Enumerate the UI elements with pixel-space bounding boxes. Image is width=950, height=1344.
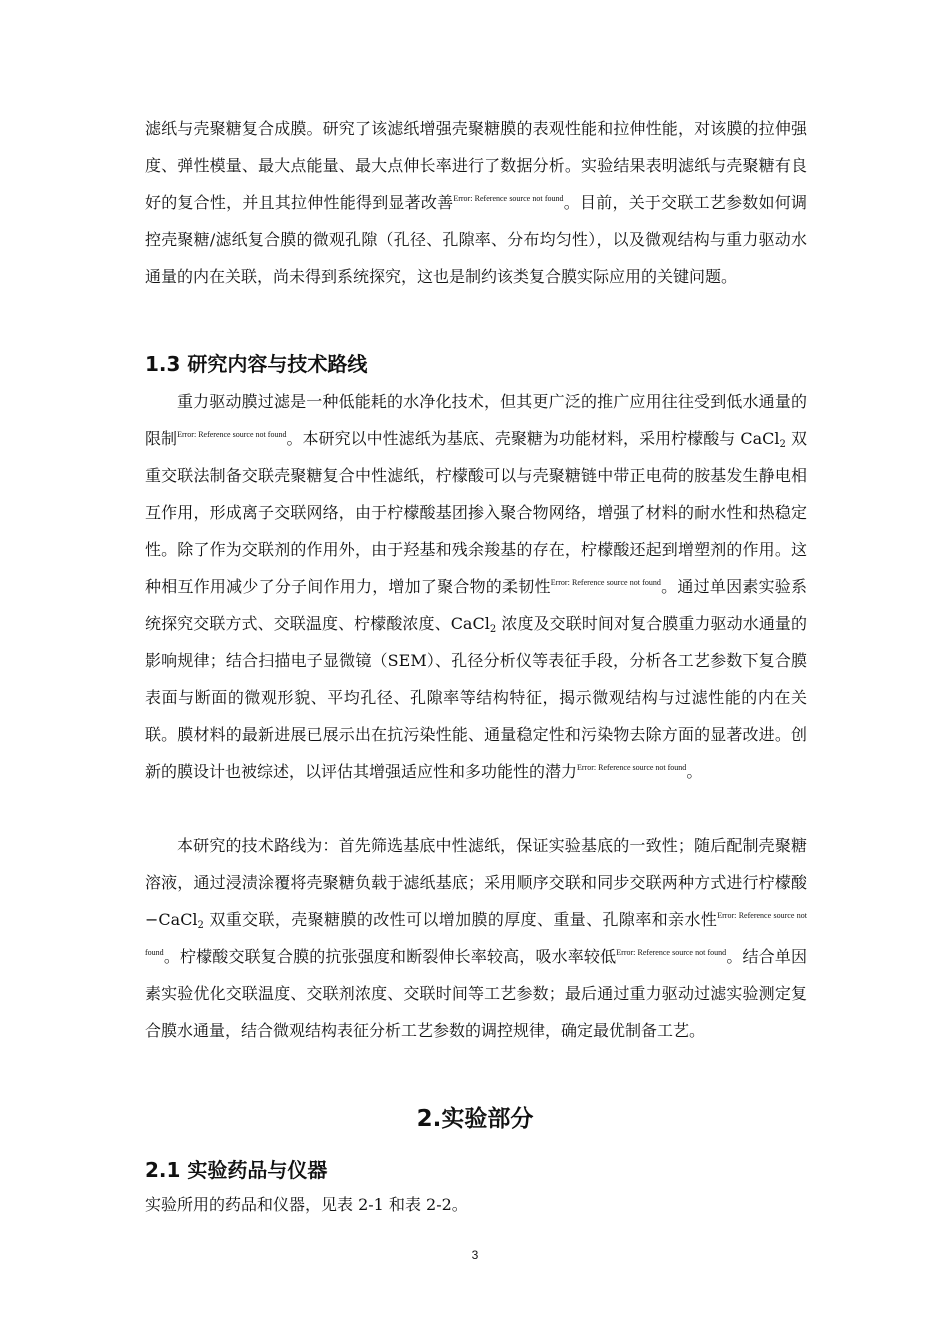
subscript: 2: [779, 439, 786, 450]
text-run: 双重交联，壳聚糖膜的改性可以增加膜的厚度、重量、孔隙率和亲水性: [203, 910, 718, 929]
text-run: 。结合单因素实验优化交联温度、交联剂浓度、交联时间等工艺参数；最后通过重力驱动过滤实验测定复合膜水通量，结合微观结构表征分析工艺参数的调控规律，确定最优制备工艺。: [145, 947, 807, 1040]
text-run: 重力驱动膜过滤是一种低能耗的水净化技术，但其更广泛的推广应用往往受到低水通量的限制: [145, 392, 807, 448]
paragraph-continued: [145, 110, 807, 295]
paragraph-materials-intro: 实验所用的药品和仪器，见表 2-1 和表 2-2。: [145, 1195, 468, 1214]
section-heading-1-3: 1.3 研究内容与技术路线: [145, 352, 368, 376]
paragraph-research-content: [145, 383, 807, 790]
text-run: 滤纸与壳聚糖复合成膜。研究了该滤纸增强壳聚糖膜的表观性能和拉伸性能，对该膜的拉伸强度、弹性模量、最大点能量、最大点伸长率进行了数据分析。实验结果表明滤纸与壳聚糖有良好的复合性，并且其拉伸性能得到显著改善: [145, 119, 807, 212]
reference-error-marker: Error: Reference source not found: [177, 430, 287, 439]
text-run: 双重交联法制备交联壳聚糖复合中性滤纸，柠檬酸可以与壳聚糖链中带正电荷的胺基发生静电相互作用，形成离子交联网络，由于柠檬酸基团掺入聚合物网络，增强了材料的耐水性和热稳定性。除了作为交联剂的作用外，由于羟基和残余羧基的存在，柠檬酸还起到增塑剂的作用。这种相互作用减少了分子间作用力，增加了聚合物的柔韧性: [145, 429, 807, 596]
text-run: 。目前，关于交联工艺参数如何调控壳聚糖/滤纸复合膜的微观孔隙（孔径、孔隙率、分布均匀性），以及微观结构与重力驱动水通量的内在关联，尚未得到系统探究，这也是制约该类复合膜实际应用的关键问题。: [145, 193, 807, 286]
subscript: 2: [489, 624, 497, 635]
text-run: 浓度及交联时间对复合膜重力驱动水通量的影响规律；结合扫描电子显微镜（SEM）、孔径分析仪等表征手段，分析各工艺参数下复合膜表面与断面的微观形貌、平均孔径、孔隙率等结构特征，揭示微观结构与过滤性能的内在关联。膜材料的最新进展已展示出在抗污染性能、通量稳定性和污染物去除方面的显著改进。创新的膜设计也被综述，以评估其增强适应性和多功能性的潜力: [145, 614, 807, 781]
text-run: 。: [686, 762, 703, 781]
text-run: 。通过单因素实验系统探究交联方式、交联温度、柠檬酸浓度、CaCl: [145, 577, 807, 633]
subscript: 2: [197, 920, 204, 931]
reference-error-marker: Error: Reference source not found: [145, 911, 808, 957]
reference-error-marker: Error: Reference source not found: [550, 578, 661, 587]
text-run: 。本研究以中性滤纸为基底、壳聚糖为功能材料，采用柠檬酸与 CaCl: [286, 429, 780, 448]
text-run: 本研究的技术路线为：首先筛选基底中性滤纸，保证实验基底的一致性；随后配制壳聚糖溶液，通过浸渍涂覆将壳聚糖负载于滤纸基底；采用顺序交联和同步交联两种方式进行柠檬酸−CaCl: [145, 836, 807, 929]
reference-error-marker: Error: Reference source not found: [616, 948, 727, 957]
reference-error-marker: Error: Reference source not found: [577, 763, 687, 772]
chapter-heading-2: 2.实验部分: [416, 1106, 534, 1132]
page-number: 3: [471, 1248, 479, 1262]
text-run: 。柠檬酸交联复合膜的抗张强度和断裂伸长率较高，吸水率较低: [163, 947, 617, 966]
paragraph-technical-route: [145, 827, 807, 1049]
reference-error-marker: Error: Reference source not found: [453, 194, 564, 203]
section-heading-2-1: 2.1 实验药品与仪器: [145, 1158, 328, 1182]
